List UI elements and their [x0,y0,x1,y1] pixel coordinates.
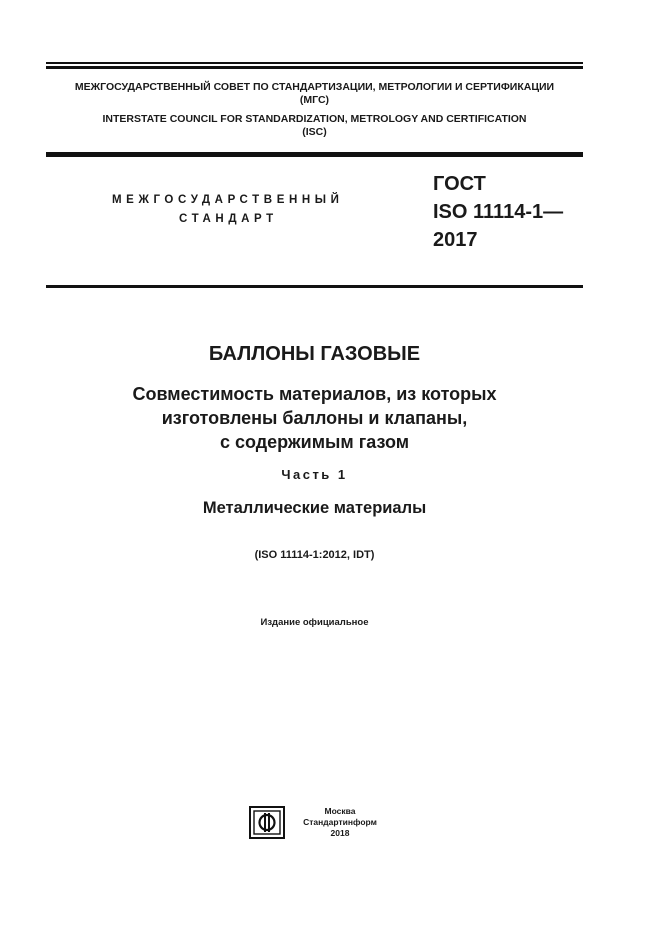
designation-rule [46,285,583,288]
council-ru-abbr: (МГС) [299,94,330,106]
top-rule-thick [46,66,583,69]
document-title: БАЛЛОНЫ ГАЗОВЫЕ [208,343,421,365]
publisher-name: Стандартинформ [303,817,377,827]
publication-year: 2018 [330,828,350,838]
standard-type-line1: МЕЖГОСУДАРСТВЕННЫЙ [112,194,344,206]
standartinform-logo-icon [249,806,285,839]
standard-type-line2: СТАНДАРТ [179,213,278,225]
document-subtitle-line1: Совместимость материалов, из которых [132,384,497,404]
part-title: Металлические материалы [202,499,427,517]
iso-reference: (ISO 11114-1:2012, IDT) [254,549,375,561]
council-ru: МЕЖГОСУДАРСТВЕННЫЙ СОВЕТ ПО СТАНДАРТИЗАЦИИ, МЕТРОЛОГИИ И СЕРТИФИКАЦИИ [74,81,555,93]
top-rule-thin [46,62,583,64]
council-en: INTERSTATE COUNCIL FOR STANDARDIZATION, METROLOGY AND CERTIFICATION [102,113,527,125]
gost-designation-line3: 2017 [433,229,478,251]
publisher-city: Москва [324,806,356,816]
part-label: Часть 1 [281,467,348,482]
header-rule [46,152,583,157]
council-en-abbr: (ISC) [302,126,327,138]
gost-designation-line2: ISO 11114-1— [433,201,564,223]
document-subtitle-line3: с содержимым газом [219,432,410,452]
edition-label: Издание официальное [260,617,369,628]
document-subtitle-line2: изготовлены баллоны и клапаны, [161,408,468,428]
gost-designation-line1: ГОСТ [433,173,486,195]
